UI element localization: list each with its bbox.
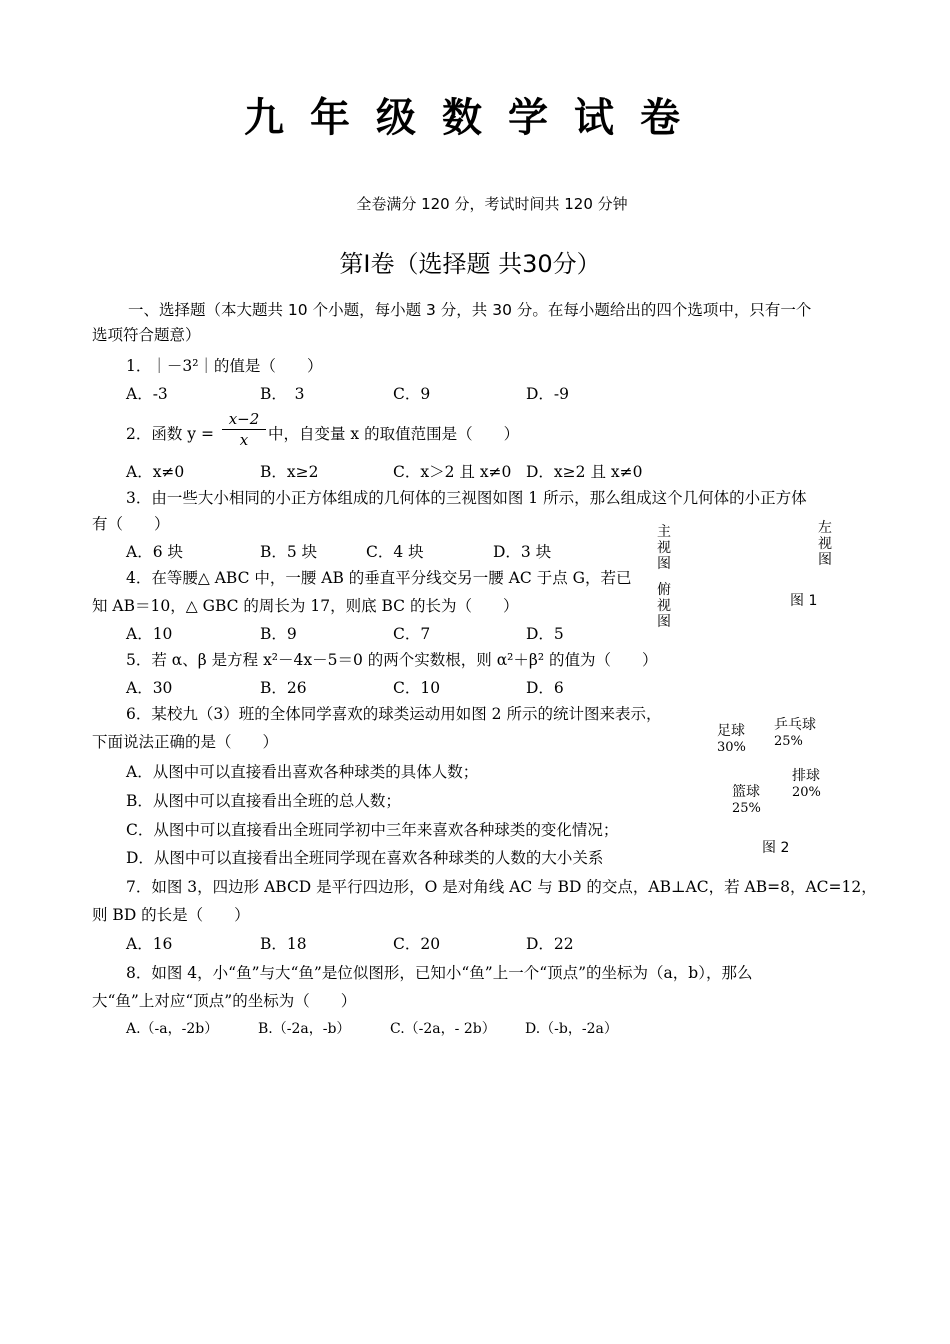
part-heading: 第Ⅰ卷（选择题 共30分） [339, 250, 601, 278]
question-8-option-b: B.（-2a，-b） [258, 1021, 351, 1037]
question-1-option-b: B． 3 [260, 385, 305, 403]
figure-2-pingpong-pct: 25% [774, 734, 803, 749]
figure-2-basketball-label: 篮球 [732, 784, 760, 800]
question-2-option-d: D．x≥2 且 x≠0 [526, 463, 643, 481]
question-4-option-d: D．5 [526, 625, 564, 643]
page-title: 九年级数学试卷 [244, 95, 706, 141]
figure-2-basketball-pct: 25% [732, 801, 761, 816]
figure-1-top-view-label: 俯视图 [657, 582, 671, 630]
figure-2-football-pct: 30% [717, 740, 746, 755]
question-7-stem: 7．如图 3，四边形 ABCD 是平行四边形，O 是对角线 AC 与 BD 的交点，AB⊥AC，若 AB=8，AC=12， [126, 878, 877, 896]
fraction-numerator: x−2 [228, 410, 260, 428]
question-7-option-c: C．20 [393, 935, 441, 953]
figure-1-caption: 图 1 [790, 593, 818, 609]
question-1-option-c: C．9 [393, 385, 431, 403]
figure-2-football-label: 足球 [717, 723, 745, 739]
question-1-option-a: A．-3 [126, 385, 168, 403]
question-7-option-b: B．18 [260, 935, 307, 953]
question-8-stem: 8．如图 4，小“鱼”与大“鱼”是位似图形，已知小“鱼”上一个“顶点”的坐标为（a，b），那么 [126, 964, 753, 982]
question-7-option-d: D．22 [526, 935, 574, 953]
fraction-denominator: x [239, 431, 249, 449]
question-5-option-b: B．26 [260, 679, 307, 697]
question-2-option-a: A．x≠0 [126, 463, 185, 481]
question-3-option-c: C．4 块 [366, 543, 424, 561]
fraction-bar [222, 429, 266, 430]
question-6-option-a: A．从图中可以直接看出喜欢各种球类的具体人数； [126, 763, 479, 781]
question-1-option-d: D．-9 [526, 385, 570, 403]
question-7-stem-cont: 则 BD 的长是（ ） [92, 906, 250, 924]
question-6-option-d: D．从图中可以直接看出全班同学现在喜欢各种球类的人数的大小关系 [126, 849, 604, 867]
figure-1-front-view-label: 主视图 [657, 524, 671, 572]
question-5-option-a: A．30 [126, 679, 173, 697]
question-8-stem-cont: 大“鱼”上对应“顶点”的坐标为（ ） [92, 992, 357, 1010]
question-3-option-a: A．6 块 [126, 543, 183, 561]
question-8-option-d: D.（-b，-2a） [525, 1021, 618, 1037]
question-2-stem-pre: 2．函数 y = [126, 425, 214, 443]
question-4-stem-cont: 知 AB＝10，△ GBC 的周长为 17，则底 BC 的长为（ ） [92, 597, 519, 615]
question-8-option-c: C.（-2a，- 2b） [390, 1021, 496, 1037]
question-4-option-a: A．10 [126, 625, 173, 643]
question-5-stem: 5．若 α、β 是方程 x²－4x－5＝0 的两个实数根，则 α²＋β² 的值为（ ） [126, 651, 658, 669]
figure-1-left-view-label: 左视图 [818, 520, 832, 568]
question-6-stem-cont: 下面说法正确的是（ ） [92, 733, 279, 751]
question-4-stem: 4．在等腰△ ABC 中，一腰 AB 的垂直平分线交另一腰 AC 于点 G，若已 [126, 569, 632, 587]
question-1-stem: 1．｜－3²｜的值是（ ） [126, 357, 323, 375]
question-4-option-b: B．9 [260, 625, 297, 643]
question-7-option-a: A．16 [126, 935, 173, 953]
question-6-option-b: B．从图中可以直接看出全班的总人数； [126, 792, 401, 810]
section-heading: 一、选择题（本大题共 10 个小题，每小题 3 分，共 30 分。在每小题给出的四个选项中，只有一个 [128, 301, 812, 319]
question-2-option-c: C．x＞2 且 x≠0 [393, 463, 512, 481]
question-4-option-c: C．7 [393, 625, 431, 643]
question-2-option-b: B．x≥2 [260, 463, 319, 481]
question-6-option-c: C．从图中可以直接看出全班同学初中三年来喜欢各种球类的变化情况； [126, 821, 619, 839]
figure-2-caption: 图 2 [762, 840, 790, 856]
question-2-stem-post: 中，自变量 x 的取值范围是（ ） [268, 425, 520, 443]
question-5-option-c: C．10 [393, 679, 441, 697]
question-3-option-d: D．3 块 [493, 543, 552, 561]
question-2-fraction [222, 410, 266, 449]
exam-subtitle: 全卷满分 120 分，考试时间共 120 分钟 [356, 195, 628, 213]
question-5-option-d: D．6 [526, 679, 564, 697]
question-3-option-b: B．5 块 [260, 543, 318, 561]
figure-2-pingpong-label: 乒乓球 [774, 717, 816, 733]
question-8-option-a: A.（-a，-2b） [126, 1021, 219, 1037]
question-3-stem-cont: 有（ ） [92, 515, 170, 533]
question-6-stem: 6．某校九（3）班的全体同学喜欢的球类运动用如图 2 所示的统计图来表示， [126, 705, 662, 723]
section-heading-cont: 选项符合题意） [92, 326, 201, 344]
question-3-stem: 3．由一些大小相同的小正方体组成的几何体的三视图如图 1 所示，那么组成这个几何体的小正方体 [126, 489, 807, 507]
figure-2-volleyball-label: 排球 [792, 768, 820, 784]
figure-2-volleyball-pct: 20% [792, 785, 821, 800]
